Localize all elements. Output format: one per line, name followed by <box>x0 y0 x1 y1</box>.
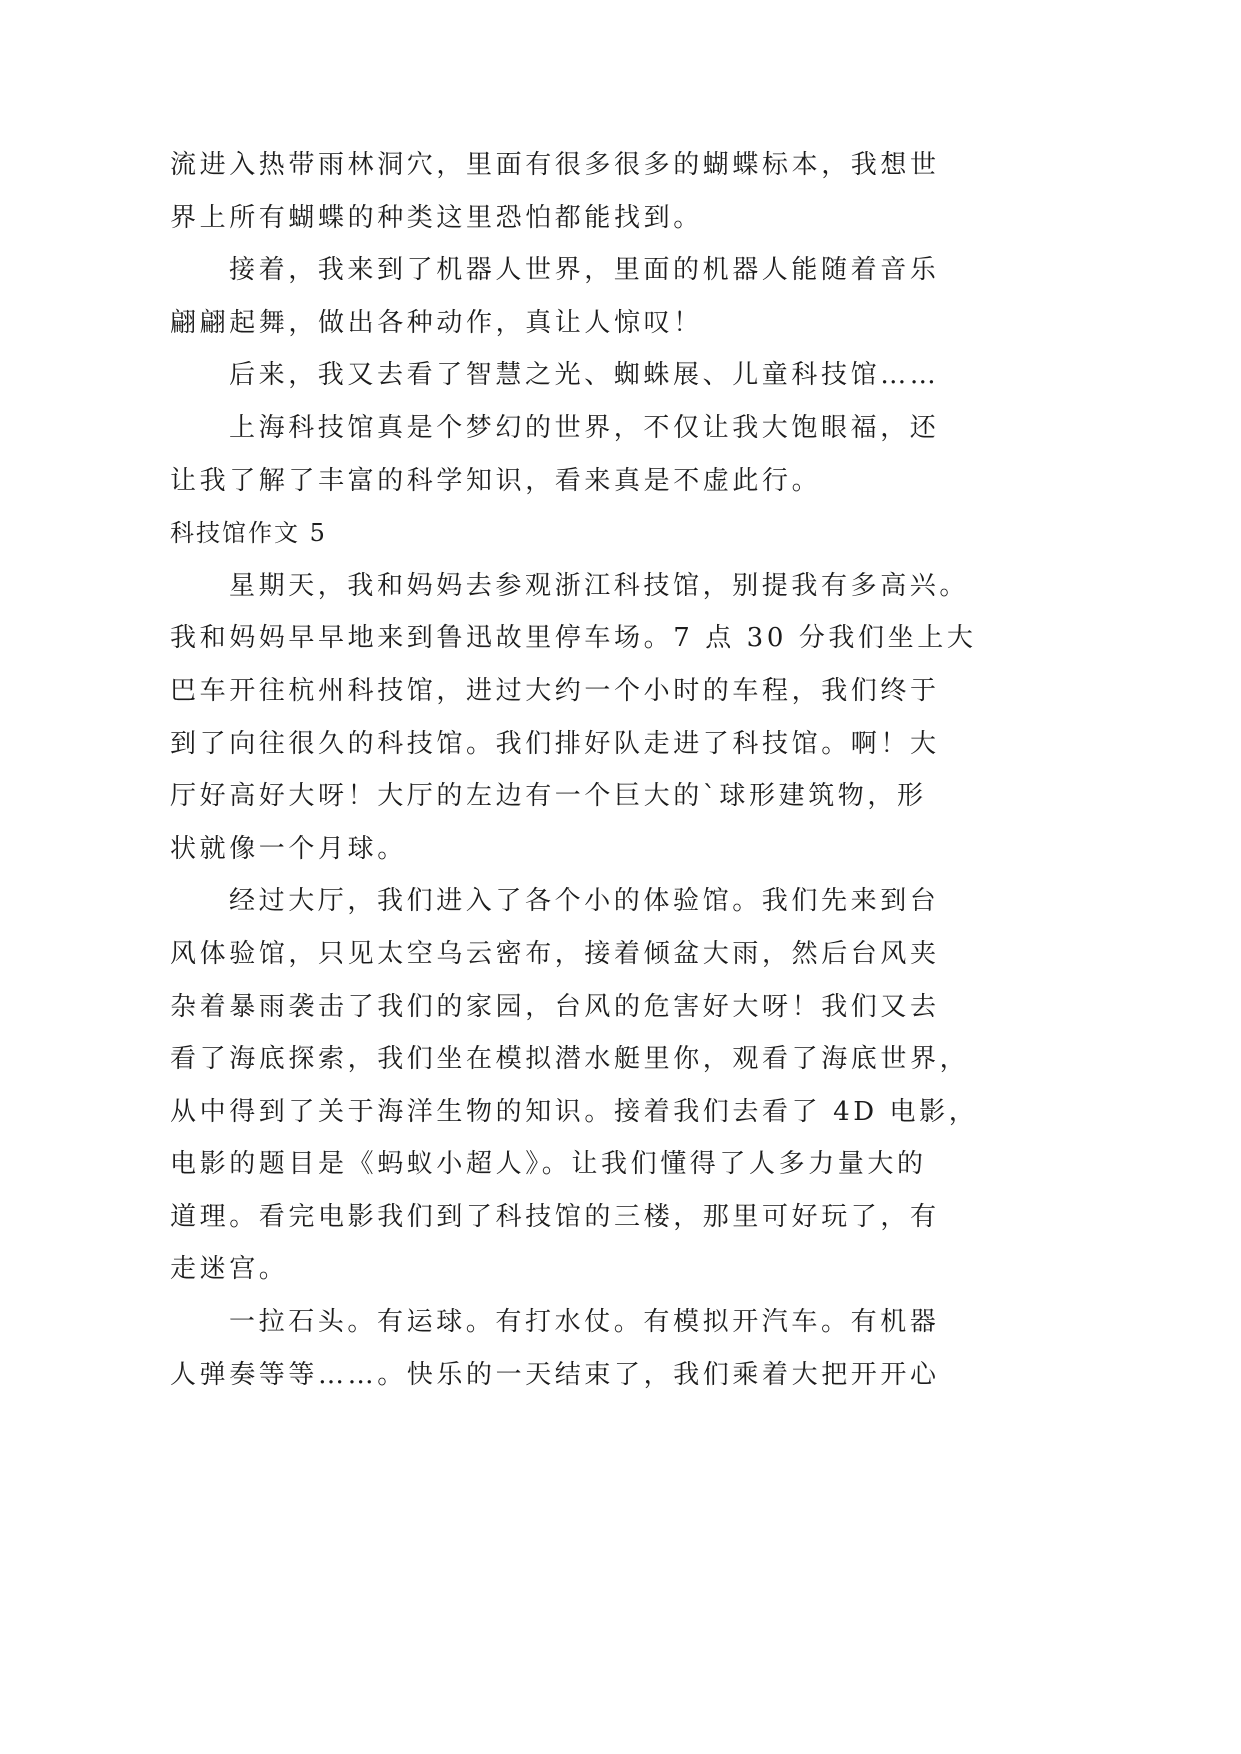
paragraph <box>170 244 1070 349</box>
text-line: 上海科技馆真是个梦幻的世界，不仅让我大饱眼福，还 <box>229 412 940 443</box>
paragraph <box>170 1296 1070 1401</box>
text-line: 道理。看完电影我们到了科技馆的三楼，那里可好玩了，有 <box>170 1201 940 1232</box>
text-line: 流进入热带雨林洞穴，里面有很多很多的蝴蝶标本，我想世 <box>170 150 940 180</box>
text-line: 风体验馆，只见太空乌云密布，接着倾盆大雨，然后台风夹 <box>170 938 940 969</box>
text-line: 我和妈妈早早地来到鲁迅故里停车场。7 点 30 分我们坐上大 <box>170 623 977 654</box>
text-line: 一拉石头。有运球。有打水仗。有模拟开汽车。有机器 <box>229 1307 940 1338</box>
text-line: 走迷宫。 <box>170 1254 289 1285</box>
text-line: 巴车开往杭州科技馆，进过大约一个小时的车程，我们终于 <box>170 675 940 706</box>
document-body <box>170 139 1070 1401</box>
paragraph <box>170 875 1070 1296</box>
text-line: 看了海底探索，我们坐在模拟潜水艇里你，观看了海底世界， <box>170 1044 970 1075</box>
essay-heading: 科技馆作文 5 <box>170 519 327 548</box>
text-line: 后来，我又去看了智慧之光、蜘蛛展、儿童科技馆…… <box>229 360 940 391</box>
paragraph <box>170 402 1070 507</box>
text-line: 到了向往很久的科技馆。我们排好队走进了科技馆。啊！大 <box>170 728 940 759</box>
paragraph <box>170 349 1070 402</box>
text-line: 厅好高好大呀！大厅的左边有一个巨大的`球形建筑物，形 <box>170 781 927 812</box>
text-line: 接着，我来到了机器人世界，里面的机器人能随着音乐 <box>229 255 940 286</box>
text-line: 状就像一个月球。 <box>170 833 407 864</box>
text-line: 从中得到了关于海洋生物的知识。接着我们去看了 4D 电影， <box>170 1096 979 1127</box>
text-line: 界上所有蝴蝶的种类这里恐怕都能找到。 <box>170 202 703 233</box>
text-line: 经过大厅，我们进入了各个小的体验馆。我们先来到台 <box>229 886 940 917</box>
paragraph <box>170 139 1070 244</box>
text-line: 星期天，我和妈妈去参观浙江科技馆，别提我有多高兴。 <box>229 570 970 601</box>
text-line: 电影的题目是《蚂蚁小超人》。让我们懂得了人多力量大的 <box>170 1149 927 1180</box>
text-line: 人弹奏等等……。快乐的一天结束了，我们乘着大把开开心 <box>170 1359 940 1390</box>
paragraph <box>170 560 1070 876</box>
text-line: 翩翩起舞，做出各种动作，真让人惊叹！ <box>170 307 703 338</box>
text-line: 让我了解了丰富的科学知识，看来真是不虚此行。 <box>170 465 822 496</box>
text-line: 杂着暴雨袭击了我们的家园，台风的危害好大呀！我们又去 <box>170 991 940 1022</box>
